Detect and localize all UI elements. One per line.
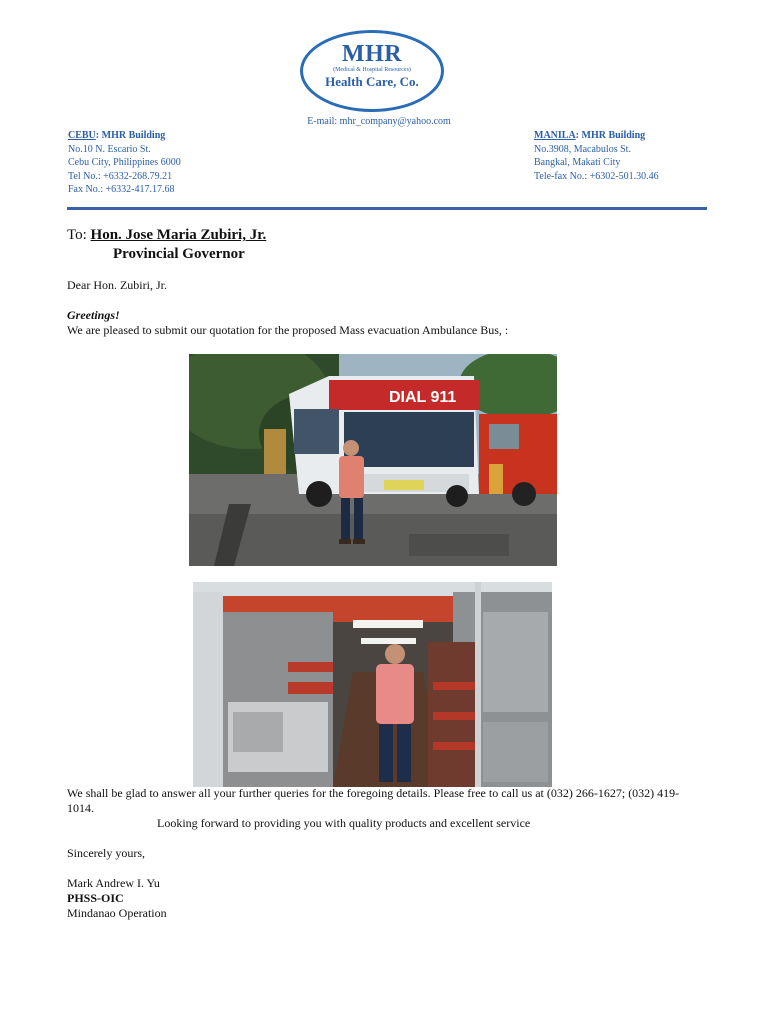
manila-city: MANILA — [534, 130, 576, 141]
to-prefix: To: — [67, 227, 91, 243]
cebu-address — [68, 129, 181, 197]
bus-exterior-photo — [189, 354, 557, 566]
cebu-fax: Fax No.: +6332-417.17.68 — [68, 184, 175, 196]
recipient-name: Hon. Jose Maria Zubiri, Jr. — [90, 227, 267, 243]
logo-subtitle: (Medical & Hospital Resources) — [333, 67, 411, 73]
manila-telfax: Tele-fax No.: +6302-501.30.46 — [534, 170, 659, 182]
cebu-city: CEBU — [68, 130, 96, 141]
bus-interior-photo — [193, 582, 552, 787]
signer-title: PHSS-OIC — [67, 891, 124, 905]
cebu-street: No.10 N. Escario St. — [68, 143, 151, 155]
signoff: Sincerely yours, — [67, 846, 145, 860]
looking-forward: Looking forward to providing you with quality products and excellent service — [157, 816, 531, 830]
signer-name: Mark Andrew I. Yu — [67, 876, 160, 890]
manila-heading — [534, 129, 659, 143]
cebu-locality: Cebu City, Philippines 6000 — [68, 157, 181, 169]
manila-locality: Bangkal, Makati City — [534, 157, 621, 169]
header-divider — [67, 207, 707, 210]
cebu-tel: Tel No.: +6332-268.79.21 — [68, 170, 173, 182]
bus-sign-text: DIAL 911 — [389, 389, 457, 406]
company-email: E-mail: mhr_company@yahoo.com — [307, 116, 451, 127]
recipient-line — [67, 227, 266, 244]
greeting: Greetings! — [67, 308, 120, 322]
signer-department: Mindanao Operation — [67, 906, 167, 920]
company-logo — [300, 30, 444, 112]
closing-paragraph: We shall be glad to answer all your further queries for the foregoing details. Please free to call us at (032) 266-1627; (032) 419-1014. — [67, 786, 680, 815]
manila-street: No.3908, Macabulos St. — [534, 143, 631, 155]
logo-title: MHR — [341, 41, 403, 67]
manila-building: : MHR Building — [575, 130, 646, 141]
manila-address — [534, 129, 659, 183]
cebu-building: : MHR Building — [95, 130, 166, 141]
salutation: Dear Hon. Zubiri, Jr. — [67, 278, 167, 292]
cebu-heading — [68, 129, 181, 143]
intro-paragraph: We are pleased to submit our quotation for the proposed Mass evacuation Ambulance Bus, : — [67, 323, 509, 337]
recipient-title: Provincial Governor — [113, 246, 245, 262]
logo-company: Health Care, Co. — [325, 74, 419, 89]
